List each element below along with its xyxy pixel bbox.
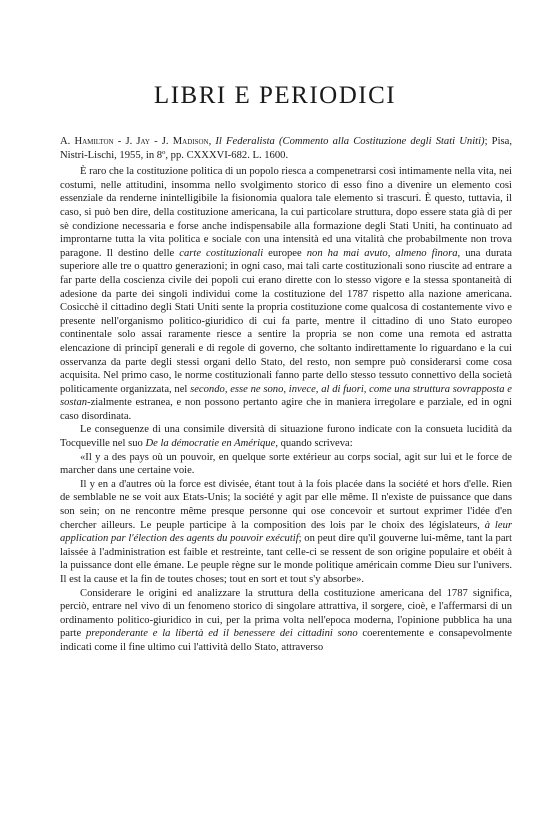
reference-title: Il Federalista (Commento alla Costituzione degli Stati Uniti)	[215, 136, 485, 147]
text-segment: Le conseguenze di una consimile diversità di situazione furono indicate con la consueta lucidità da Tocqueville nel suo	[60, 424, 512, 450]
text-segment: europee	[263, 247, 307, 259]
italic-segment: à leur application par l'élection des agents du pouvoir exécutif	[60, 519, 512, 545]
paragraph	[60, 451, 512, 478]
text-segment: coerentemente e consapevolmente indicati come il fine ultimo cui l'attività dello Stato, attraverso	[60, 628, 512, 653]
text-segment: ; on peut dire qu'il gouverne lui-même, tant la part laissée à l'administration est faible et restreinte, tant celle-ci se ressent de son origine populaire et obéit à la puissance dont elle émane. Le peuple règne sur le monde politique américain comme Dieu sur l'univers. Il est la cause et la fin de toutes choses; tout en sort et tout s'y absorbe».	[60, 533, 512, 585]
reference-authors: A. Hamilton - J. Jay - J. Madison,	[60, 136, 212, 147]
reference-publication: ; Pisa, Nistri-Lischi, 1955, in 8º, pp. CXXXVI-682. L. 1600.	[60, 136, 512, 161]
text-segment: , quando scriveva:	[275, 438, 353, 450]
italic-segment: carte costituzionali	[179, 247, 264, 259]
italic-segment: secondo, esse ne sono, invece, al di fuori, come una struttura sovrapposta e sostan-	[60, 383, 512, 409]
italic-segment: non ha mai avuto, almeno finora,	[306, 247, 461, 259]
italic-segment: preponderante e la libertà ed il benessere dei cittadini sono	[85, 628, 358, 640]
paragraph	[60, 423, 512, 450]
page-heading: LIBRI E PERIODICI	[153, 82, 397, 109]
text-segment: una durata superiore alle tre o quattro generazioni; in ogni caso, mai tali carte costituzionali sono riuscite ad entrare a far parte della coscienza civile dei popoli cui erano dirette con lo stesso vigore e la stessa spontaneità di adesione da parte dei singoli individui come la costituzione del 1787 rispetto alla nazione americana. Cosicchè il cittadino degli Stati Uniti sente la propria costituzione come qualcosa di costantemente vivo e presente nell'organismo politico-giuridico di cui fa parte, mentre il cittadino di uno Stato europeo continentale solo assai raramente riesce a sentire la propria se non come una remota ed astratta elencazione di principî generali e di regole di governo, che soltanto indirettamente lo riguardano e la cui osservanza da parte degli stessi organi dello Stato, del resto, non sempre può considerarsi come cosa acquisita. Nel primo caso, le norme costituzionali fanno parte dello stesso tessuto connettivo della società politicamente organizzata, nel	[60, 247, 512, 395]
paragraph	[60, 587, 512, 655]
text-segment: Considerare le origini ed analizzare la struttura della costituzione americana del 1787 significa, perciò, entrare nel vivo di un fenomeno storico di singolare attrattiva, il sorgere, cioè, e l'affermarsi di un ordinamento politico-giuridico in cui, per la prima volta nell'epoca moderna, l'opinione pubblica ha una parte	[60, 587, 512, 640]
text-segment: «Il y a des pays où un pouvoir, en quelque sorte extérieur au corps social, agit sur lui et le force de marcher dans une certaine voie.	[60, 451, 512, 477]
text-segment: È raro che la costituzione politica di un popolo riesca a compenetrarsi così intimamente nella vita, nei costumi, nelle attitudini, insomma nello svolgimento storico di esso fino a divenire un elemento così essenziale da renderne inintelligibile la fisionomia qualora tale elemento si trascuri. È questo, tuttavia, il caso, si può ben dire, della costituzione americana, la cui particolare struttura, dopo essere stata già di per sè condizione necessaria e forse anche indispensabile alla formazione degli Stati Uniti, ha continuato ad improntarne tutta la vita politica e sociale con una intensità ed una vitalità che probabilmente non trova paragone. Il destino delle	[60, 166, 512, 259]
text-segment: Il y en a d'autres où la force est divisée, étant tout à la fois placée dans la société et hors d'elle. Rien de semblable ne se voit aux Etats-Unis; la société y agit par elle même. Il n'existe de puissance que dans son sein; on ne rencontre même presque personne qui ose concevoir et surtout exprimer l'idée d'en chercher ailleurs. Le peuple participe à la composition des lois par le choix des législateurs,	[60, 478, 512, 531]
text-segment: zialmente estranea, e non possono pertanto agire che in maniera irregolare e parziale, ed in ogni caso disordinata.	[60, 397, 512, 422]
paragraph	[60, 165, 512, 423]
italic-segment: De la démocratie en Amérique	[145, 438, 276, 450]
article-body	[60, 135, 512, 655]
paragraph	[60, 478, 512, 587]
bibliographic-reference	[60, 135, 512, 162]
